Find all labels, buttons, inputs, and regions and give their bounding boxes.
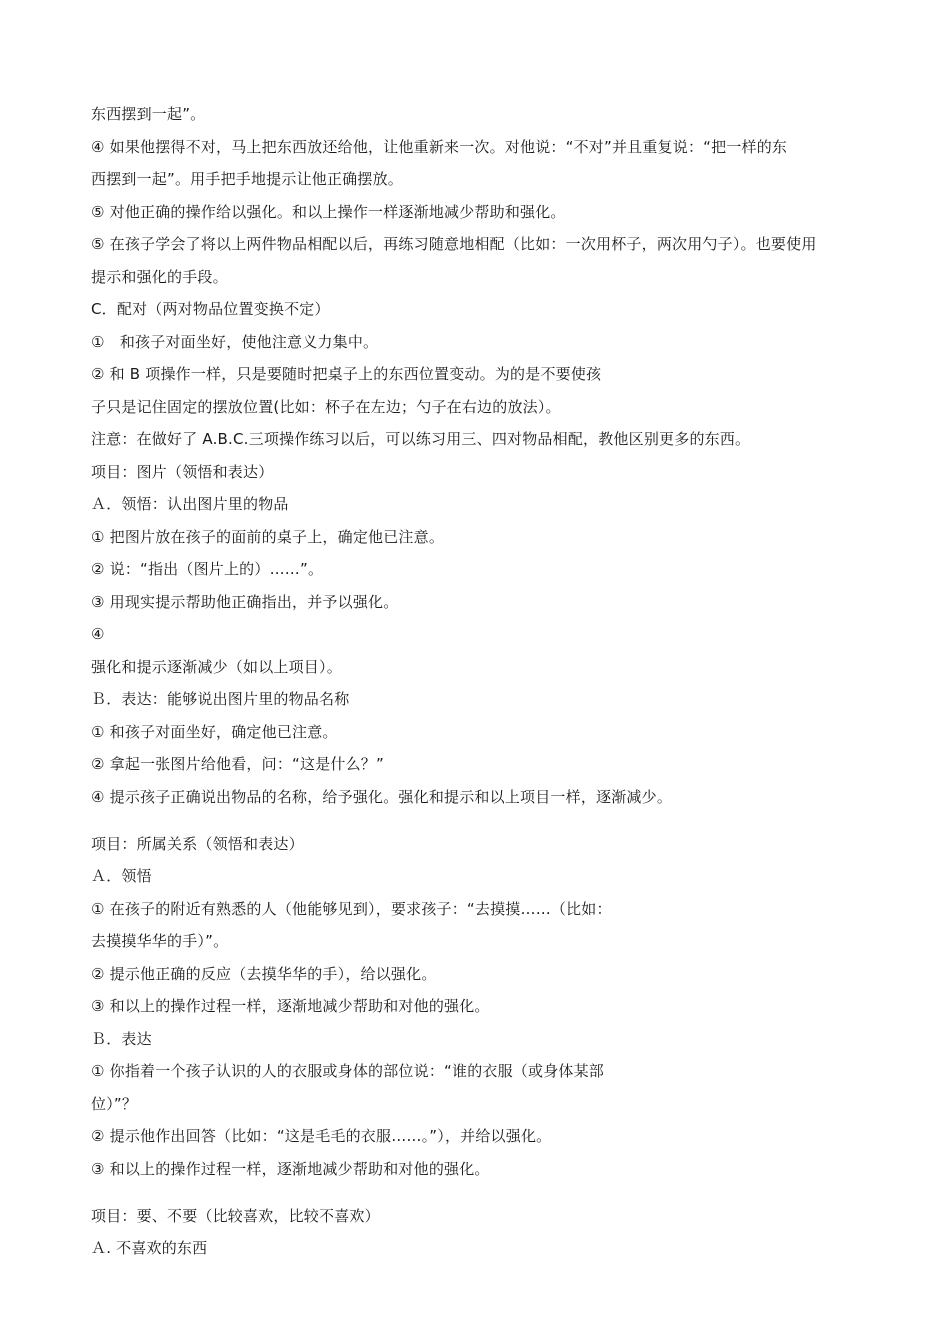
section-heading: Ｂ．表达	[91, 1030, 152, 1048]
text-line: 子只是记住固定的摆放位置(比如：杯子在左边；勺子在右边的放法）。	[91, 398, 561, 416]
text-line: ③ 和以上的操作过程一样，逐渐地减少帮助和对他的强化。	[91, 997, 490, 1015]
section-heading: C．配对（两对物品位置变换不定）	[91, 300, 330, 318]
text-line: ② 提示他正确的反应（去摸华华的手），给以强化。	[91, 965, 437, 983]
text-line: 东西摆到一起”。	[91, 105, 206, 123]
text-line: ② 拿起一张图片给他看，问：“这是什么？”	[91, 755, 384, 773]
section-heading: Ｂ．表达：能够说出图片里的物品名称	[91, 690, 350, 708]
text-line: ① 和孩子对面坐好，使他注意义力集中。	[91, 333, 379, 351]
text-line: 位）”？	[91, 1095, 138, 1113]
text-line: ⑤ 对他正确的操作给以强化。和以上操作一样逐渐地减少帮助和强化。	[91, 203, 566, 221]
section-heading: Ａ. 不喜欢的东西	[91, 1239, 208, 1257]
text-line: ④ 如果他摆得不对，马上把东西放还给他，让他重新来一次。对他说：“不对”并且重复说：“把一样的东	[91, 138, 788, 156]
text-line: ④ 提示孩子正确说出物品的名称，给予强化。强化和提示和以上项目一样，逐渐减少。	[91, 788, 673, 806]
section-heading: Ａ．领悟	[91, 867, 152, 885]
project-heading: 项目：要、不要（比较喜欢，比较不喜欢）	[91, 1207, 380, 1225]
text-line: ② 提示他作出回答（比如：“这是毛毛的衣服……。”），并给以强化。	[91, 1127, 552, 1145]
project-heading: 项目：图片（领悟和表达）	[91, 463, 274, 481]
text-line: 去摸摸华华的手）”。	[91, 932, 229, 950]
project-heading: 项目：所属关系（领悟和表达）	[91, 835, 304, 853]
text-line: ④	[91, 625, 105, 643]
note-line: 注意：在做好了 A.B.C.三项操作练习以后，可以练习用三、四对物品相配，教他区别更多的东西。	[91, 430, 751, 448]
text-line: ① 你指着一个孩子认识的人的衣服或身体的部位说：“谁的衣服（或身体某部	[91, 1062, 604, 1080]
text-line: ① 在孩子的附近有熟悉的人（他能够见到），要求孩子：“去摸摸……（比如：	[91, 900, 612, 918]
text-line: ① 和孩子对面坐好，确定他已注意。	[91, 723, 338, 741]
text-line: 强化和提示逐渐减少（如以上项目）。	[91, 658, 342, 676]
text-line: ② 和 B 项操作一样，只是要随时把桌子上的东西位置变动。为的是不要使孩	[91, 365, 602, 383]
text-line: 西摆到一起”。用手把手地提示让他正确摆放。	[91, 170, 403, 188]
text-line: ③ 和以上的操作过程一样，逐渐地减少帮助和对他的强化。	[91, 1160, 490, 1178]
text-line: 提示和强化的手段。	[91, 268, 228, 286]
text-line: ⑤ 在孩子学会了将以上两件物品相配以后，再练习随意地相配（比如：一次用杯子，两次用勺子）。也要使用	[91, 235, 817, 253]
section-heading: Ａ．领悟：认出图片里的物品	[91, 495, 289, 513]
text-line: ③ 用现实提示帮助他正确指出，并予以强化。	[91, 593, 399, 611]
text-line: ② 说：“指出（图片上的）……”。	[91, 560, 324, 578]
text-line: ① 把图片放在孩子的面前的桌子上，确定他已注意。	[91, 528, 445, 546]
